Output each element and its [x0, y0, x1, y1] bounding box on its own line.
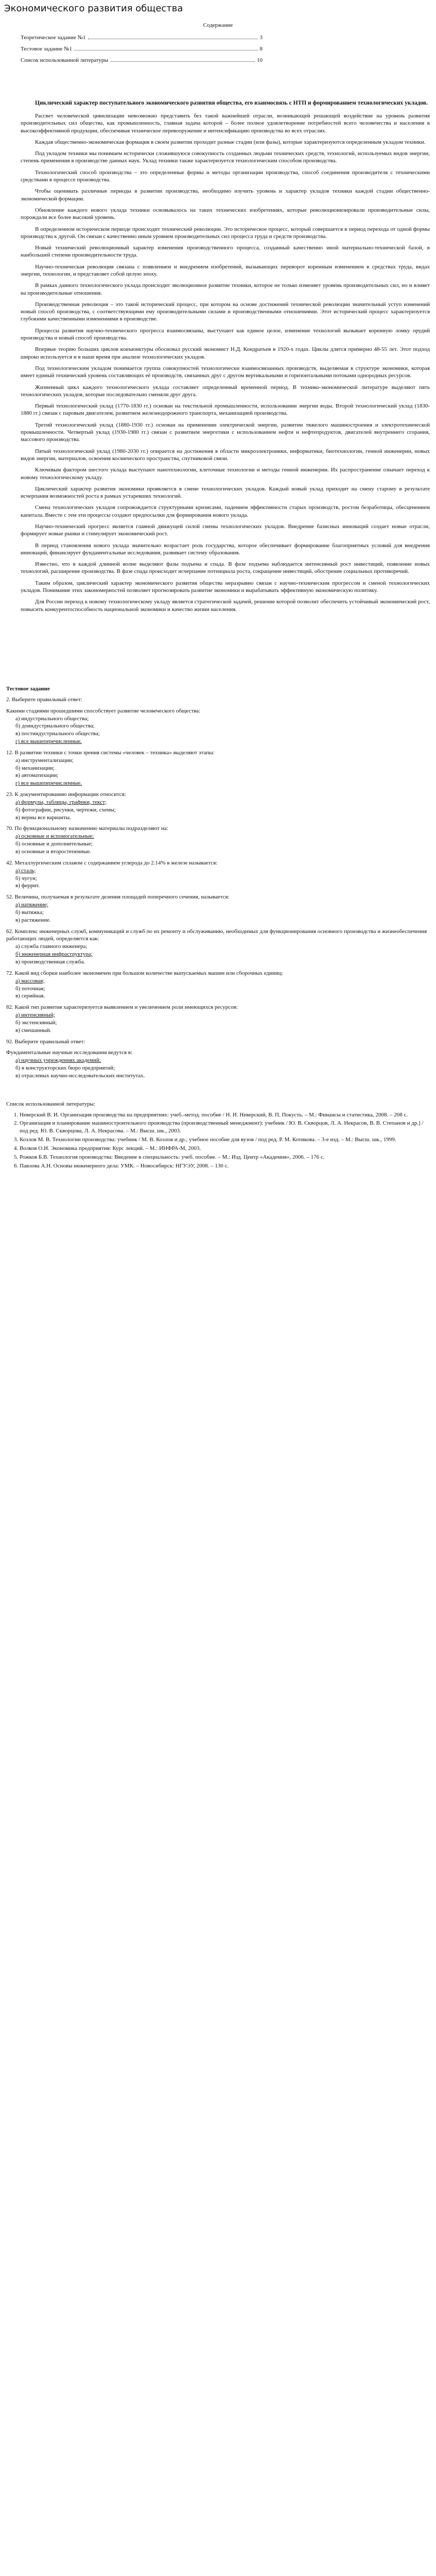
answer-option: б) экстенсивный;: [15, 1019, 57, 1026]
answer-option-correct: а) натяжение;: [15, 902, 48, 908]
answer-option: б) вытяжка;: [15, 909, 44, 916]
answer-option: б) основные и дополнительные;: [15, 841, 93, 848]
test-question: [6, 928, 430, 966]
test-question: [6, 696, 430, 704]
answer-option-correct: а) основные и вспомогательные;: [15, 833, 94, 840]
test-question: [6, 749, 430, 787]
toc-entry[interactable]: [21, 57, 263, 63]
answer-options: [15, 715, 430, 745]
toc-entry-page: 10: [257, 57, 263, 63]
answer-option-correct: а) научных учреждениях академий;: [15, 1057, 101, 1064]
answer-option-correct: г) все вышеперечисленные.: [15, 738, 82, 745]
body-paragraph: Пятый технологический уклад (1980-2030 гг.) опирается на достижения в области микроэлектроники, информатики, биотехнологии, генной инженерии, новых видов энергии, материалов, освоения космического пространства, спутниковой связи.: [21, 448, 430, 462]
body-paragraph: Обновление каждого нового уклада техники основывалось на таких технических изобретениях, которые революционизировали производительные силы, порождали все более высокий уровень.: [21, 207, 430, 221]
paragraph-list: [21, 112, 430, 613]
toc-entry-label: Тестовое задание №1: [21, 46, 72, 52]
body-paragraph: Новый технический революционный характер изменения производственного процесса, созданный качественно иной материально-технической базой, в наибольшей степени производительности труда.: [21, 245, 430, 259]
answer-option: а) служба главного инженера;: [15, 943, 88, 950]
answer-options: [15, 833, 430, 856]
question-text: 82. Какой тип развития характеризуется выявлением и увеличением роли имеющихся ресурсов:: [6, 1004, 238, 1011]
test-title: Тестовое задание: [6, 685, 50, 692]
answer-option: в) феррит.: [15, 883, 40, 889]
references-section: [0, 1100, 436, 1170]
body-paragraph: Под технологическим укладом понимается группа совокупностей технологически взаимосвязанных производств, выделяемая в структуре экономики, которая имеет единый технический уровень составляющих её производств, связанных друг с другом вертикальными и горизонтальными потоками однородных ресурсов.: [21, 365, 430, 379]
answer-options: [15, 799, 430, 822]
section-heading: Циклический характер поступательного экономического развития общества, его взаимосвязь с НТП и формированием технологических укладов.: [35, 100, 428, 106]
table-of-contents: [0, 22, 436, 63]
answer-option: б) механизации;: [15, 765, 55, 771]
test-question: [6, 825, 430, 855]
body-paragraph: В период становления нового уклада значительно возрастает роль государства, которое обеспечивает формирование благоприятных условий для внедрения инноваций, финансирует фундаментальные исследования, развивает систему образования.: [21, 542, 430, 556]
body-paragraph: Ключевым фактором шестого уклада выступают нанотехнологии, клеточные технологии и методы генной инженерии. Их распространение означает переход к новому технологическому укладу.: [21, 467, 430, 481]
question-text: 62. Комплекс инженерных служб, коммуникаций и служб по их ремонту и обслуживанию, необходимых для функционирования основного производства и жизнеобеспечения работающих людей, определяется как:: [6, 928, 427, 942]
theory-section: [0, 99, 436, 613]
answer-option: в) производственная служба.: [15, 958, 85, 965]
question-text: Фундаментальные научные исследования ведутся в:: [6, 1049, 133, 1056]
answer-option-correct: а) интенсивный;: [15, 1012, 55, 1019]
references-title: Список использованной литературы:: [6, 1100, 95, 1107]
answer-option: а) инструментализации;: [15, 757, 74, 764]
reference-item: 5. Рожков Б.В. Технология производства: Введение в специальность: учеб. пособие. – М.: Изд. Центр «Академия», 2006. – 176 с.: [20, 1154, 430, 1161]
question-text: Какими стадиями прошедшими способствует развитие человеческого общества:: [6, 707, 201, 714]
answer-option: б) фотографии, рисунки, чертежи, схемы;: [15, 806, 116, 813]
answer-option: б) в конструкторских бюро предприятий;: [15, 1065, 115, 1072]
body-paragraph: Для России переход к новому технологическому укладу является стратегической задачей, решение которой позволит обеспечить устойчивый экономический рост, повысить конкурентоспособность национальной экономики и качество жизни населения.: [21, 599, 430, 613]
answer-option: б) поточная;: [15, 985, 45, 992]
answer-option: в) постиндустриального общества;: [15, 731, 100, 737]
answer-option: б) чугун;: [15, 875, 37, 882]
question-text: 23. К документированию информации относится:: [6, 791, 126, 798]
body-paragraph: Впервые теорию больших циклов конъюнктуры обосновал русский экономист Н.Д. Кондратьев в 1920-х годах. Циклы длятся примерно 48-55 лет. Этот подход широко используется и в наше время при анализе технологических укладов.: [21, 346, 430, 360]
toc-entry[interactable]: [21, 46, 263, 52]
question-text: 12. В развитии техники с точки зрения системы «человек – техника» выделяют этапы:: [6, 749, 215, 756]
answer-options: [15, 867, 430, 890]
reference-item: 2. Организация и планирование машиностроительного производства (производственный менеджмент): учебник / Ю. В. Скворцов, Л. А. Некрасов, В. В. Степанов и др.] / под ред. Ю. В. Скворцова, Л. А. Некрасова. – М.: Высш. шк., 2003.: [20, 1120, 430, 1135]
question-text: 52. Величина, получаемая в результате деления площадей поперечного сечения, называется:: [6, 894, 230, 901]
body-paragraph: Под укладом техники мы понимаем исторически сложившуюся совокупность созданных людьми технических средств, технологий, используемых видов энергии, степень применения в производстве данных наук. Уклад техники также характеризуется технологическим способом производства.: [21, 150, 430, 164]
toc-entry-label: Список использованной литературы: [21, 57, 108, 63]
test-question: [6, 1038, 430, 1046]
test-question: [6, 707, 430, 745]
test-question: [6, 859, 430, 890]
references-list: [6, 1111, 430, 1170]
question-text: 70. По функциональному назначению материалы подразделяют на:: [6, 825, 168, 832]
answer-option-correct: б) инженерная инфраструктура;: [15, 951, 93, 958]
answer-option-correct: а) сталь;: [15, 867, 36, 874]
answer-option: в) отраслевых научно-исследовательских институтах.: [15, 1072, 145, 1079]
question-text: 42. Металлургическим сплавом с содержанием углерода до 2.14% в железе называется:: [6, 859, 218, 866]
toc-leader-dots: [110, 61, 255, 62]
toc-title: Содержание: [203, 22, 233, 28]
answer-option: б) доиндустриального общества;: [15, 723, 95, 730]
body-paragraph: Третий технологический уклад (1880-1930 гг.) основан на применении электрической энергии, развитии тяжелого машиностроения и электротехнической промышленности. Четвертый уклад (1930-1980 гг.) связан с развитием энергетики с использованием нефти и нефтепродуктов, двигателей внутреннего сгорания, массового производства.: [21, 421, 430, 443]
body-paragraph: Технологический способ производства – это определенные формы и методы организации производства, способ соединения производителя с техническими средствами в процессе производства.: [21, 169, 430, 183]
toc-entry-page: 3: [259, 35, 263, 41]
toc-entry-label: Теоретическое задание №1: [21, 35, 86, 41]
answer-options: [15, 977, 430, 1001]
test-question: [6, 970, 430, 1000]
answer-options: [15, 1011, 430, 1035]
body-paragraph: Научно-техническая революция связана с появлением и внедрением изобретений, вызывающих переворот коренным изменением в средствах труда, видах энергии, технологии, и представляет собой целую эпоху.: [21, 263, 430, 277]
question-text: 2. Выберите правильный ответ:: [6, 696, 82, 703]
reference-item: 6. Павлова А.Н. Основы инженерного дела: УМК. – Новосибирск: НГУЭУ, 2008. – 130 с.: [20, 1162, 430, 1170]
question-text: 92. Выберите правильный ответ:: [6, 1038, 85, 1045]
answer-option-correct: г) все вышеперечисленные.: [15, 780, 82, 787]
body-paragraph: Первый технологический уклад (1770-1830 гг.) основан на текстильной промышленности, использовании энергии воды. Второй технологический уклад (1830-1880 гг.) связан с паровым двигателем, развитием железнодорожного транспорта, механизацией производства.: [21, 403, 430, 417]
body-paragraph: Жизненный цикл каждого технологического уклада составляет определенный временной период. В технико-экономической литературе выделяют пять технологических укладов, которые последовательно сменяли друг друга.: [21, 384, 430, 398]
answer-option-correct: а) массовая;: [15, 977, 45, 984]
toc-entry[interactable]: [21, 35, 263, 41]
answer-option: в) основные и второстепенные.: [15, 849, 91, 855]
test-question: [6, 1004, 430, 1034]
body-paragraph: Чтобы оценивать различные периоды в развитии производства, необходимо изучить уровень и характер укладов техники каждой стадии общественно-экономической формации.: [21, 188, 430, 202]
body-paragraph: В рамках данного технологического уклада происходит эволюционное развитие техники, которое не только изменяет уровень производительных сил, но и влияет на производительные отношения.: [21, 282, 430, 296]
body-paragraph: Известно, что в каждой длинной волне выделяют фазы подъема и спада. В фазе подъема наблюдается интенсивный рост инвестиций, появление новых технологий, расширение производства. В фазе спада происходит исчерпание потенциала роста, сокращение инвестиций, обострение социальных противоречий.: [21, 561, 430, 575]
answer-option: в) верны все варианты.: [15, 814, 71, 821]
answer-option-correct: а) формулы, таблицы, графики, текст;: [15, 799, 107, 805]
reference-item: 3. Козлов М. В. Технологии производства: учебник / М. В. Козлов и др.; учебное пособие для вузов / под ред. Р. М. Котикова. – 3-е изд. – М.: Высш. шк., 1999.: [20, 1136, 430, 1144]
body-paragraph: Смена технологических укладов сопровождается структурными кризисами, падением эффективности старых производств, ростом безработицы, обесценением капитала. Вместе с тем эти процессы создают предпосылки для формирования нового уклада.: [21, 504, 430, 518]
body-paragraph: В определенном историческом периоде происходит технический революции. Это историческое процесс, который совершается в период перехода от одной формы производства к другой. Он связан с качественно иным уровнем производительных сил процесса труда и средств производства.: [21, 226, 430, 240]
question-text: 72. Какой вид сборки наиболее экономичен при большом количестве выпускаемых машин или сборочных единиц:: [6, 970, 283, 976]
answer-options: [15, 943, 430, 966]
toc-entry-page: 8: [259, 46, 263, 52]
reference-item: 1. Неверский В. И. Организация производства на предприятиях: учеб.-метод. пособие / Н. И. Неверский, В. П. Покусть. – М.: Финансы и статистика, 2008. – 208 с.: [20, 1111, 430, 1119]
body-paragraph: Рассвет человеческой цивилизации невозможно представить без такой важнейшей отрасли, возникающей решающей воздействие на уровень развития производительных сил общества, как промышленность, главная задача которой – более полное удовлетворение потребностей всего человечества и населения в высокоэффективной продукции, обеспечивая техническое перевооружение и интенсификацию производства во всех отраслях.: [21, 112, 430, 134]
body-paragraph: Научно-технический прогресс является главной движущей силой смены технологических укладов. Внедрение базисных инноваций создает новые отрасли, формирует новые рынки и стимулирует экономический рост.: [21, 523, 430, 537]
document-title: Экономического развития общества: [4, 3, 183, 14]
answer-option: в) серийная.: [15, 993, 45, 999]
answer-options: [15, 757, 430, 787]
answer-option: в) автоматизации;: [15, 772, 59, 779]
answer-option: а) индустриального общества;: [15, 715, 89, 722]
body-paragraph: Каждая общественно-экономическая формация в своем развитии проходит разные стадии (или фазы), которые характеризуются определенным укладом техники.: [35, 139, 426, 145]
answer-options: [15, 1057, 430, 1080]
body-paragraph: Производственная революция – это такой исторический процесс, при котором на основе достижений технической революции значительный уступ изменений новый способ производства, с соответствующими ему производительными силами и производственными отношениями. Этот исторический процесс характеризуется глубокими качественными изменениями в производстве.: [21, 301, 430, 323]
body-paragraph: Циклический характер развития экономики проявляется в смене технологических укладов. Каждый новый уклад приходит на смену старому в результате исчерпания возможностей роста в рамках устаревших технологий.: [21, 485, 430, 500]
test-question: [6, 893, 430, 924]
test-question: [6, 1049, 430, 1079]
question-list: [6, 696, 430, 1080]
answer-option: в) смешанный.: [15, 1027, 51, 1033]
test-section: [0, 685, 436, 1080]
answer-options: [15, 901, 430, 924]
reference-item: 4. Волков О.И. Экономика предприятия: Курс лекций. – М.: ИНФРА-М, 2003.: [20, 1145, 430, 1153]
test-question: [6, 791, 430, 821]
answer-option: в) растяжение.: [15, 917, 51, 923]
body-paragraph: Таким образом, циклический характер экономического развития общества неразрывно связан с научно-техническим прогрессом и сменой технологических укладов. Понимание этих закономерностей позволяет прогнозировать развитие экономики и вырабатывать эффективную экономическую политику.: [21, 580, 430, 594]
body-paragraph: Процессы развития научно-технического прогресса взаимосвязаны, выступают как единое целое, изменение технологий вызывает коренную ломку орудий производства и новый способ производства.: [21, 327, 430, 342]
